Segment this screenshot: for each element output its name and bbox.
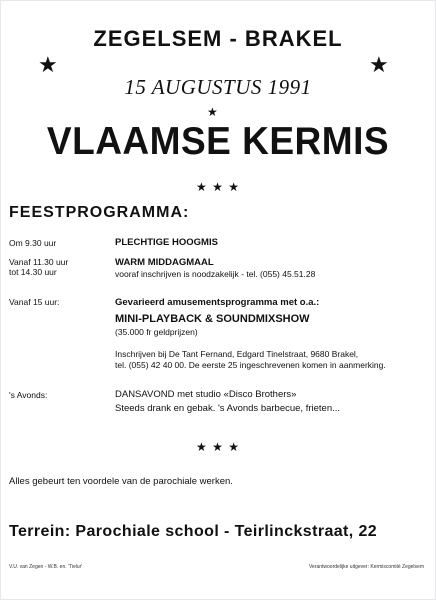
program-info-3a: Inschrijven bij De Tant Fernand, Edgard Tinelstraat, 9680 Brakel,: [115, 349, 359, 359]
event-title: VLAAMSE KERMIS: [46, 120, 390, 163]
program-time-2a: Vanaf 11.30 uur: [9, 257, 69, 267]
printer-credit-left: V.U. van Zegen - W.B. en. 'Tielur': [9, 564, 83, 570]
location-line: Terrein: Parochiale school - Teirlinckstraat, 22: [9, 523, 378, 540]
town-heading: ZEGELSEM - BRAKEL: [93, 26, 343, 51]
program-event-1: PLECHTIGE HOOGMIS: [115, 237, 218, 248]
benefit-note: Alles gebeurt ten voordele van de parochiale werken.: [9, 476, 233, 487]
star-icon-center: ★: [207, 105, 218, 119]
star-icon-right: ★: [369, 52, 389, 77]
printer-credit-right: Verantwoordelijke uitgever: Kermiscomité Zegelsem: [308, 564, 424, 570]
program-event-3: Gevarieerd amusementsprogramma met o.a.:: [115, 297, 320, 308]
star-icon-left: ★: [38, 52, 58, 77]
program-subevent-3: MINI-PLAYBACK & SOUNDMIXSHOW: [115, 313, 310, 325]
star-row-icon-bottom: ★ ★ ★: [196, 440, 240, 454]
program-event-2: WARM MIDDAGMAAL: [115, 257, 214, 268]
program-time-3: Vanaf 15 uur:: [9, 297, 60, 307]
program-heading: FEESTPROGRAMMA:: [9, 204, 190, 221]
program-time-2b: tot 14.30 uur: [9, 267, 57, 277]
event-date: 15 AUGUSTUS 1991: [124, 75, 312, 99]
program-note-4: Steeds drank en gebak. 's Avonds barbecue, frieten...: [115, 403, 341, 414]
program-info-3b: tel. (055) 42 40 00. De eerste 25 ingeschrevenen komen in aanmerking.: [115, 360, 386, 370]
program-event-4: DANSAVOND met studio «Disco Brothers»: [115, 389, 297, 400]
program-time-1: Om 9.30 uur: [9, 238, 57, 248]
program-prize-3: (35.000 fr geldprijzen): [115, 327, 198, 337]
star-row-icon-top: ★ ★ ★: [196, 180, 240, 194]
program-time-4: 's Avonds:: [9, 390, 48, 400]
program-note-2: vooraf inschrijven is noodzakelijk - tel. (055) 45.51.28: [115, 269, 316, 279]
